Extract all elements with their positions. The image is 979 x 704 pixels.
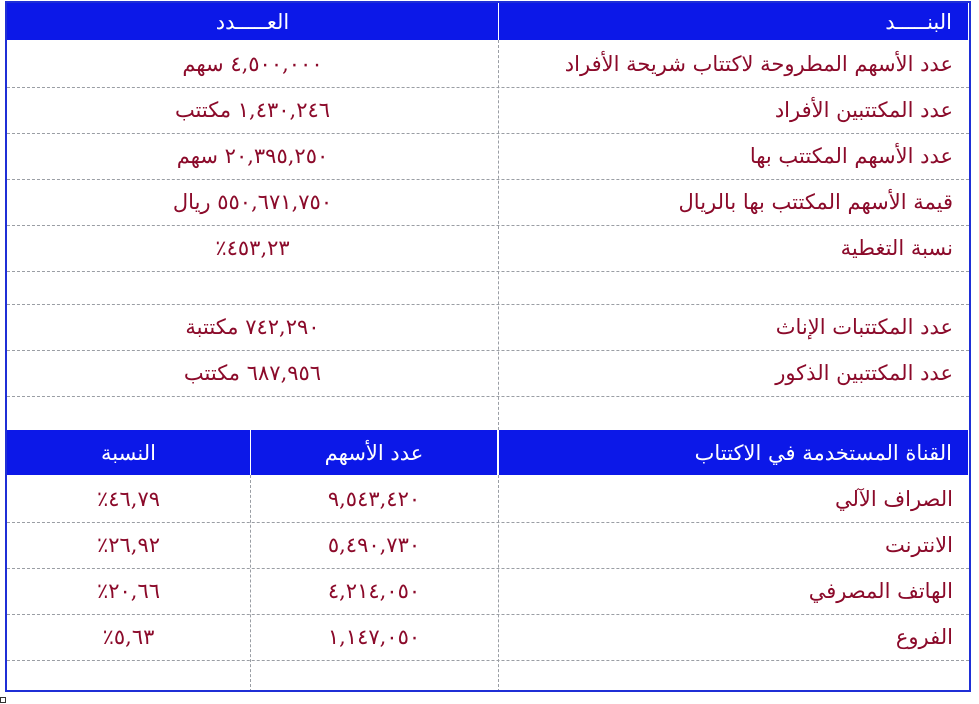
row-value: ٤,٥٠٠,٠٠٠ سهم: [182, 51, 323, 76]
row-item: نسبة التغطية: [840, 236, 953, 260]
table-row: [7, 568, 969, 615]
table-row: [7, 350, 969, 397]
row-item: قيمة الأسهم المكتتب بها بالريال: [678, 190, 953, 214]
table-row: [7, 304, 969, 351]
row-shares: ٩,٥٤٣,٤٢٠: [327, 486, 421, 511]
row-shares: ٤,٢١٤,٠٥٠: [327, 579, 421, 603]
header-number: العـــــدد: [215, 9, 290, 34]
row-channel: الصراف الآلي: [834, 486, 953, 511]
row-value: ١,٤٣٠,٢٤٦ مكتتب: [174, 98, 331, 122]
row-channel: الفروع: [895, 625, 953, 649]
subscription-results-table: [5, 1, 971, 692]
header-channel: القناة المستخدمة في الاكتتاب: [498, 430, 969, 475]
table-row: [7, 475, 969, 523]
row-channel: الانترنت: [884, 533, 953, 557]
row-ratio: ٢٦,٩٢٪: [96, 533, 161, 557]
resize-handle-icon[interactable]: [0, 697, 6, 703]
row-item: [498, 396, 969, 430]
row-shares: ١,١٤٧,٠٥٠: [327, 625, 421, 649]
row-value: ٤٥٣,٢٣٪: [215, 236, 290, 260]
table1-column-divider: [498, 40, 499, 430]
row-item: عدد الأسهم المطروحة لاكتتاب شريحة الأفراد: [564, 51, 953, 76]
row-ratio: ٤٦,٧٩٪: [96, 486, 161, 511]
table-row: [7, 179, 969, 226]
table1-header: [7, 3, 969, 40]
row-shares: [250, 660, 498, 692]
header-shares: عدد الأسهم: [250, 430, 498, 475]
header-item: البنـــــد: [498, 3, 969, 40]
table-row: [7, 660, 969, 692]
table2-column-divider: [498, 475, 499, 692]
row-item: عدد المكتتبين الأفراد: [774, 98, 953, 122]
row-item: عدد المكتتبات الإناث: [775, 315, 953, 339]
row-ratio: ٥,٦٣٪: [102, 625, 155, 649]
row-value: [7, 271, 498, 304]
table2-column-divider: [250, 475, 251, 692]
table-row: [7, 271, 969, 305]
table-row: [7, 225, 969, 272]
row-item: [498, 271, 969, 304]
row-item: عدد الأسهم المكتتب بها: [749, 144, 953, 168]
table2-header: [7, 430, 969, 475]
table-row: [7, 522, 969, 569]
table-row: [7, 396, 969, 430]
row-ratio: [7, 660, 250, 692]
table-row: [7, 40, 969, 88]
table-row: [7, 614, 969, 661]
row-channel: الهاتف المصرفي: [808, 579, 953, 603]
row-shares: ٥,٤٩٠,٧٣٠: [327, 533, 421, 557]
row-channel: [498, 660, 969, 692]
table-row: [7, 133, 969, 180]
row-value: ٧٤٢,٢٩٠ مكتتبة: [185, 315, 320, 339]
row-value: ٢٠,٣٩٥,٢٥٠ سهم: [176, 144, 329, 168]
row-ratio: ٢٠,٦٦٪: [96, 579, 161, 603]
row-value: ٥٥٠,٦٧١,٧٥٠ ريال: [172, 190, 333, 214]
table-row: [7, 87, 969, 134]
row-value: [7, 396, 498, 430]
header-ratio: النسبة: [101, 440, 156, 465]
row-value: ٦٨٧,٩٥٦ مكتتب: [183, 361, 322, 385]
row-item: عدد المكتتبين الذكور: [775, 361, 953, 385]
